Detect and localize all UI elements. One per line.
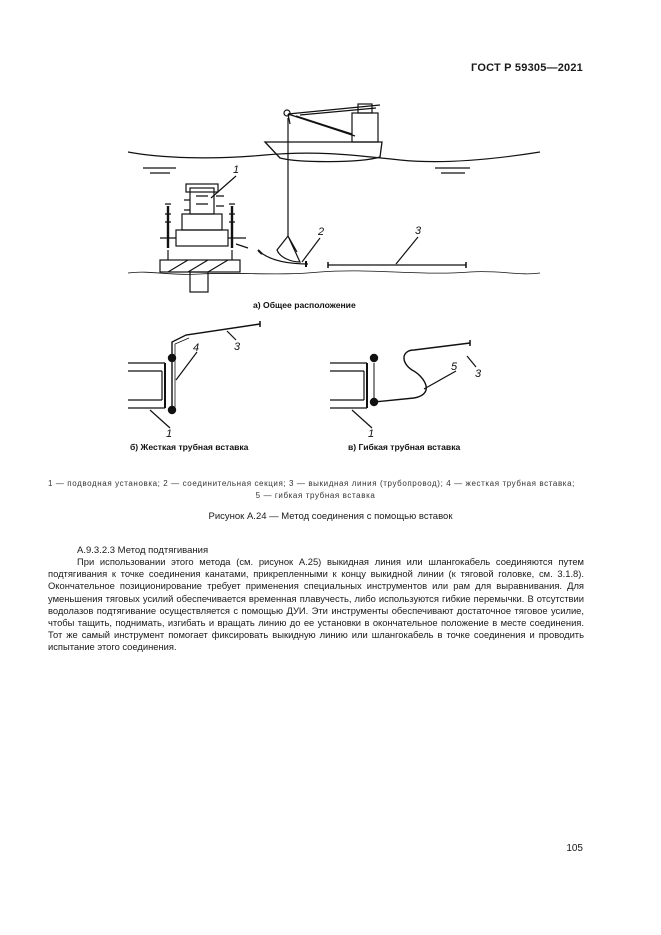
sea-surface-line: [128, 152, 540, 162]
callout-1-b: 1: [166, 428, 173, 440]
callout-1-c: 1: [368, 428, 375, 440]
crane-boom: [288, 105, 380, 136]
document-header: ГОСТ Р 59305—2021: [471, 62, 583, 74]
callout-3-leader-a: [396, 237, 418, 264]
callout-3-leader-c: [467, 356, 476, 367]
legend-line-2: 5 — гибкая трубная вставка: [255, 491, 376, 500]
callout-2-leader-a: [302, 238, 320, 262]
page-number: 105: [566, 843, 583, 854]
subsea-structure-c: [330, 363, 367, 408]
legend-line-1: 1 — подводная установка; 2 — соединительная секция; 3 — выкидная линия (трубопровод); 4 — жесткая трубная вставка;: [48, 479, 575, 488]
callout-5-leader-c: [424, 371, 456, 389]
subcaption-b: б) Жесткая трубная вставка: [130, 442, 249, 452]
vessel-cabin: [352, 113, 378, 142]
callout-3-a: 3: [415, 225, 422, 237]
subcaption-a: а) Общее расположение: [253, 300, 356, 310]
sea-surface-mark-right: [435, 168, 470, 173]
vessel-hull: [265, 142, 382, 162]
callout-3-b: 3: [234, 341, 241, 353]
crane-pulley: [284, 110, 290, 116]
callout-4-leader-b: [176, 352, 197, 380]
connection-section-2: [277, 236, 300, 262]
section-title: А.9.3.2.3 Метод подтягивания: [77, 545, 209, 556]
callout-3-leader-b: [227, 331, 236, 340]
subsea-structure-b: [128, 363, 165, 408]
section-body-text: При использовании этого метода (см. рисунок А.25) выкидная линия или шлангокабель соединяются путем подтягивания к точке соединения канатами, прикрепленными к концу выкидной линии (к тяговой головке, см. 3.1.8). Окончательное позиционирование требует применения специальных инструментов или рам для выравнивания. Для уменьшения тяговых усилий обеспечивается временная плавучесть, либо используются гибкие перемычки. В отсутствии водолазов подтягивание осуществляется с помощью ДУИ. Эти инструменты обеспечивают достаточное тяговое усилие, чтобы тащить, поднимать, изгибать и вращать линию до ее установки в окончательное положение в месте соединения. Тот же самый инструмент помогает фиксировать выкидную линию или шлангокабель в точке соединения и проводить испытание этого соединения.: [48, 556, 584, 653]
subsea-installation-1: [160, 184, 248, 292]
sea-surface-mark-left: [143, 168, 176, 173]
callout-1-leader-b: [150, 410, 170, 428]
subcaption-c: в) Гибкая трубная вставка: [348, 442, 461, 452]
callout-1-a: 1: [233, 164, 240, 176]
callout-2-a: 2: [318, 226, 325, 238]
figure-legend: [48, 478, 583, 502]
callout-1-leader-a: [211, 176, 236, 198]
callout-4-b: 4: [193, 342, 200, 354]
callout-5-c: 5: [451, 361, 458, 373]
callout-3-c: 3: [475, 368, 482, 380]
figure-caption: Рисунок А.24 — Метод соединения с помощью вставок: [208, 511, 453, 522]
hub-top-c: [370, 354, 377, 361]
callout-1-leader-c: [352, 410, 372, 428]
